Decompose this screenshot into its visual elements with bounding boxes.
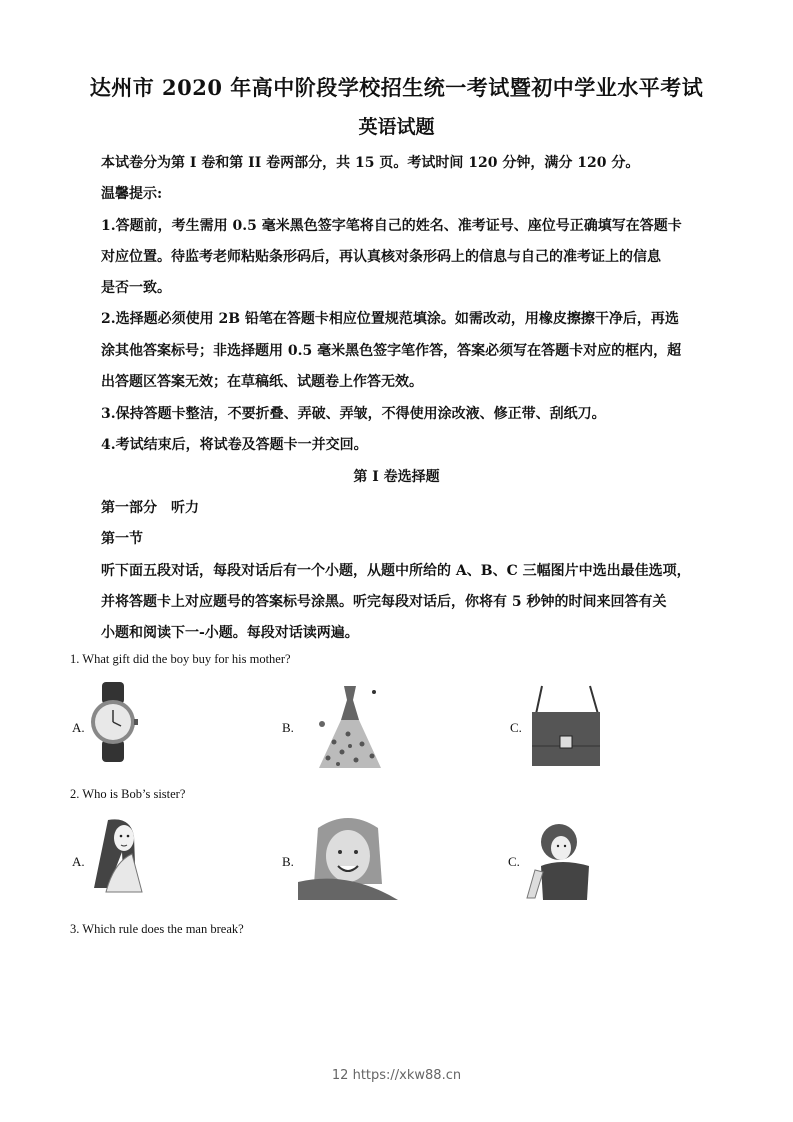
woman-smiling-image bbox=[298, 818, 398, 900]
shoulder-bag-image bbox=[528, 684, 606, 768]
instruction-line: 并将答题卡上对应题号的答案标号涂黑。听完每段对话后，你将有 5 秒钟的时间来回答有关 bbox=[101, 594, 667, 610]
option-label-c: C. bbox=[510, 720, 522, 735]
option-label-b: B. bbox=[282, 720, 294, 735]
tip-line: 出答题区答案无效；在草稿纸、试题卷上作答无效。 bbox=[101, 374, 423, 390]
tip-line: 是否一致。 bbox=[101, 280, 171, 296]
intro-text: 本试卷分为第 I 卷和第 II 卷两部分，共 15 页。考试时间 120 分钟，满分 120 分。 bbox=[101, 155, 640, 171]
floral-dress-image bbox=[314, 682, 386, 772]
exam-title: 达州市 2020 年高中阶段学校招生统一考试暨初中学业水平考试 bbox=[89, 75, 704, 100]
wristwatch-image bbox=[88, 682, 140, 762]
tip-line: 对应位置。待监考老师粘贴条形码后，再认真核对条形码上的信息与自己的准考证上的信息 bbox=[101, 249, 661, 265]
question-3: 3. Which rule does the man break? bbox=[70, 922, 244, 936]
girl-curly-hair-image bbox=[525, 822, 605, 902]
option-label-c: C. bbox=[508, 854, 520, 869]
option-label-a: A. bbox=[72, 720, 85, 735]
tip-line: 3.保持答题卡整洁，不要折叠、弄破、弄皱，不得使用涂改液、修正带、刮纸刀。 bbox=[101, 406, 606, 422]
tip-line: 2.选择题必须使用 2B 铅笔在答题卡相应位置规范填涂。如需改动，用橡皮擦擦干净后，再选 bbox=[101, 311, 679, 327]
option-label-a: A. bbox=[72, 854, 85, 869]
tips-heading: 温馨提示: bbox=[101, 186, 163, 202]
subsection-heading: 第一节 bbox=[101, 531, 143, 547]
instruction-line: 听下面五段对话，每段对话后有一个小题，从题中所给的 A、B、C 三幅图片中选出最佳选项， bbox=[101, 563, 691, 579]
option-label-b: B. bbox=[282, 854, 294, 869]
girl-long-hair-image bbox=[88, 818, 148, 894]
instruction-line: 小题和阅读下一-小题。每段对话读两遍。 bbox=[101, 625, 359, 641]
tip-line: 1.答题前，考生需用 0.5 毫米黑色签字笔将自己的姓名、准考证号、座位号正确填写在答题卡 bbox=[101, 218, 682, 234]
question-2: 2. Who is Bob’s sister? bbox=[70, 787, 186, 801]
page-footer: 12 https://xkw88.cn bbox=[331, 1068, 462, 1083]
exam-subtitle: 英语试题 bbox=[358, 116, 435, 138]
question-1: 1. What gift did the boy buy for his mother? bbox=[70, 652, 291, 666]
part-heading: 第一部分 听力 bbox=[101, 500, 199, 516]
section-title: 第 I 卷选择题 bbox=[353, 469, 440, 485]
tip-line: 涂其他答案标号；非选择题用 0.5 毫米黑色签字笔作答，答案必须写在答题卡对应的框内，超 bbox=[101, 343, 682, 359]
tip-line: 4.考试结束后，将试卷及答题卡一并交回。 bbox=[101, 437, 368, 453]
